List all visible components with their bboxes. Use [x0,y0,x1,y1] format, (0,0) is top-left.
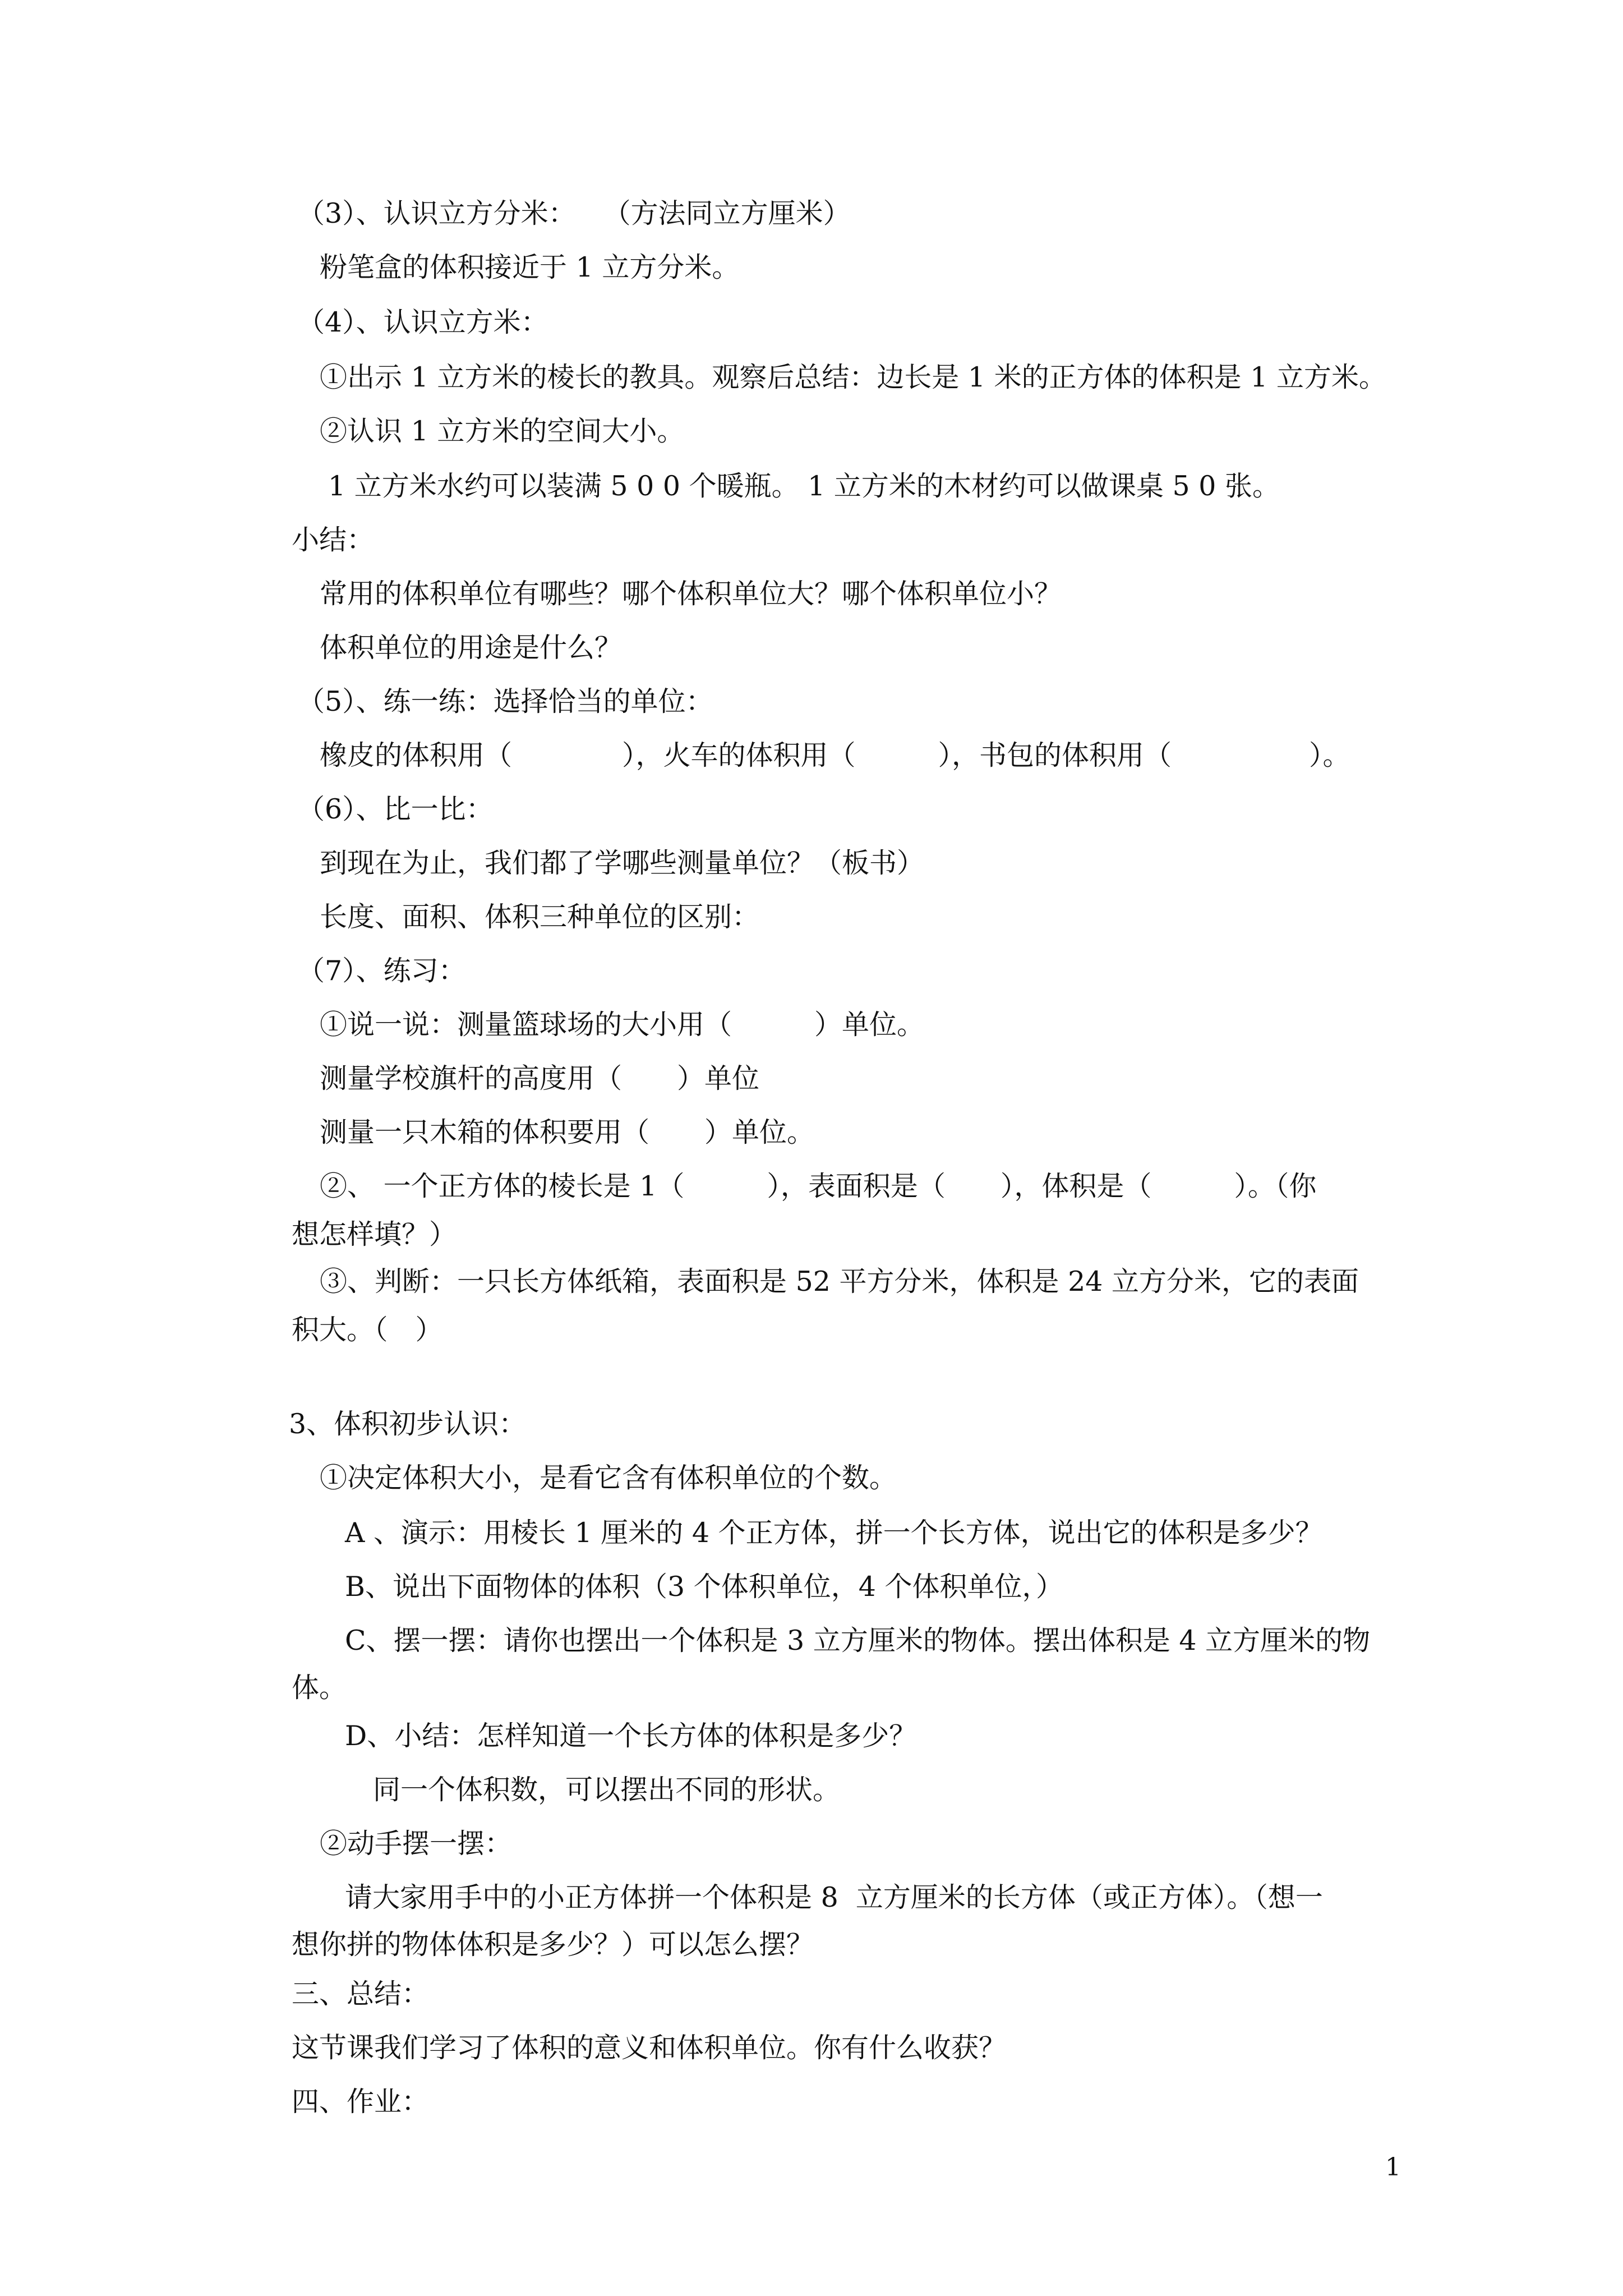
text-line: 常用的体积单位有哪些？哪个体积单位大？哪个体积单位小？ [320,578,1062,610]
text-line: 3、体积初步认识： [289,1408,527,1440]
text-line: ③、判断：一只长方体纸箱，表面积是 52 平方分米，体积是 24 立方分米，它的表面 [320,1266,1359,1297]
text-line: 测量一只木箱的体积要用（ ）单位。 [320,1116,815,1148]
text-line: 请大家用手中的小正方体拼一个体积是 8 立方厘米的长方体（或正方体）。（想一 [345,1881,1323,1913]
text-line: ②认识 1 立方米的空间大小。 [320,415,685,447]
text-line: ②、 一个正方体的棱长是 1（ ），表面积是（ ），体积是（ ）。（你 [320,1170,1317,1202]
text-line: ①说一说：测量篮球场的大小用（ ）单位。 [320,1009,925,1041]
text-line: 体。 [292,1672,347,1704]
text-line: ①决定体积大小，是看它含有体积单位的个数。 [320,1462,897,1494]
text-line: ①出示 1 立方米的棱长的教具。观察后总结：边长是 1 米的正方体的体积是 1 立方米。 [320,361,1386,393]
text-line: 到现在为止，我们都了学哪些测量单位？（板书） [320,847,925,879]
text-line: （6）、比一比： [297,793,494,825]
text-line: 四、作业： [292,2086,430,2118]
text-line: （7）、练习： [297,955,466,987]
text-line: 体积单位的用途是什么？ [320,632,623,664]
text-line: A 、演示：用棱长 1 厘米的 4 个正方体，拼一个长方体，说出它的体积是多少？ [345,1517,1323,1549]
text-line: 粉笔盒的体积接近于 1 立方分米。 [320,251,740,283]
page-number: 1 [1385,2153,1401,2182]
text-line: 1 立方米水约可以装满 5 0 0 个暖瓶。 1 立方米的木材约可以做课桌 5 0 张。 [328,470,1280,502]
text-line: 同一个体积数，可以摆出不同的形状。 [373,1774,841,1806]
text-line: 积大。（ ） [292,1314,443,1346]
text-line: 小结： [292,524,375,556]
text-line: （5）、练一练：选择恰当的单位： [297,685,713,717]
text-line: 长度、面积、体积三种单位的区别： [320,901,760,933]
text-line: 三、总结： [292,1978,430,2010]
text-line: D、小结：怎样知道一个长方体的体积是多少？ [345,1720,917,1752]
text-line: 橡皮的体积用（ ），火车的体积用（ ），书包的体积用（ ）。 [320,739,1350,771]
text-line: ②动手摆一摆： [320,1828,513,1860]
text-line: 测量学校旗杆的高度用（ ）单位 [320,1062,760,1094]
text-line: 想怎样填？） [292,1218,457,1250]
text-line: C、摆一摆：请你也摆出一个体积是 3 立方厘米的物体。摆出体积是 4 立方厘米的物 [345,1625,1371,1657]
text-line: （4）、认识立方米： [297,306,548,338]
text-line: （3）、认识立方分米： （方法同立方厘米） [297,197,851,229]
text-line: B、说出下面物体的体积（3 个体积单位，4 个体积单位，） [345,1571,1064,1603]
text-line: 想你拼的物体体积是多少？）可以怎么摆？ [292,1929,814,1961]
text-line: 这节课我们学习了体积的意义和体积单位。你有什么收获？ [292,2032,1007,2064]
